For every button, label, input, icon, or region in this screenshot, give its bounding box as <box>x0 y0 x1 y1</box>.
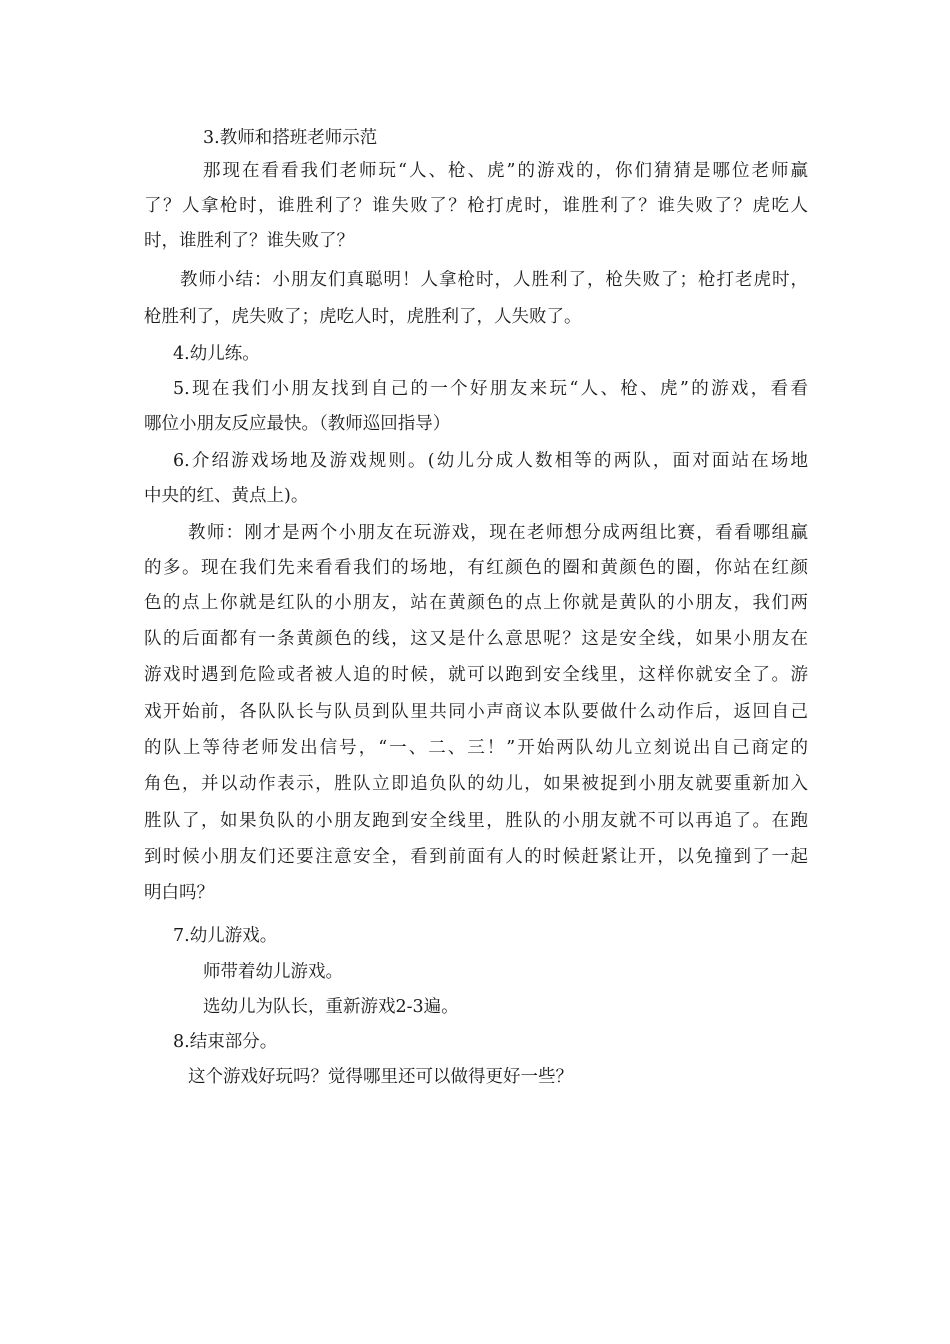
step-4-heading: 4.幼儿练。 <box>173 344 260 364</box>
paragraph-line: 选幼儿为队长，重新游戏2-3遍。 <box>203 997 459 1017</box>
paragraph-line: 队的后面都有一条黄颜色的线，这又是什么意思呢？这是安全线，如果小朋友在 <box>144 629 808 649</box>
step-7-heading: 7.幼儿游戏。 <box>173 926 278 946</box>
paragraph-line: 5.现在我们小朋友找到自己的一个好朋友来玩“人、枪、虎”的游戏，看看 <box>173 379 808 399</box>
paragraph-line: 枪胜利了，虎失败了；虎吃人时，虎胜利了，人失败了。 <box>144 307 582 327</box>
paragraph-line: 游戏时遇到危险或者被人追的时候，就可以跑到安全线里，这样你就安全了。游 <box>144 665 808 685</box>
paragraph-line: 哪位小朋友反应最快。（教师巡回指导） <box>144 414 451 434</box>
paragraph-line: 的队上等待老师发出信号，“一、二、三！”开始两队幼儿立刻说出自己商定的 <box>144 738 808 758</box>
step-8-heading: 8.结束部分。 <box>173 1032 278 1052</box>
paragraph-line: 这个游戏好玩吗？觉得哪里还可以做得更好一些？ <box>188 1067 573 1087</box>
paragraph-line: 时，谁胜利了？谁失败了？ <box>144 231 354 251</box>
paragraph-line: 中央的红、黄点上)。 <box>144 486 309 506</box>
paragraph-line: 色的点上你就是红队的小朋友，站在黄颜色的点上你就是黄队的小朋友，我们两 <box>144 593 808 613</box>
paragraph-line: 戏开始前，各队队长与队员到队里共同小声商议本队要做什么动作后，返回自己 <box>144 702 808 722</box>
paragraph-line: 6.介绍游戏场地及游戏规则。(幼儿分成人数相等的两队，面对面站在场地 <box>173 451 808 471</box>
paragraph-line: 到时候小朋友们还要注意安全，看到前面有人的时候赶紧让开，以免撞到了一起 <box>144 847 808 867</box>
paragraph-line: 了？人拿枪时，谁胜利了？谁失败了？枪打虎时，谁胜利了？谁失败了？虎吃人 <box>144 196 808 216</box>
step-3-heading: 3.教师和搭班老师示范 <box>203 128 378 148</box>
paragraph-line: 那现在看看我们老师玩“人、枪、虎”的游戏的，你们猜猜是哪位老师赢 <box>203 161 808 181</box>
paragraph-line: 角色，并以动作表示，胜队立即追负队的幼儿，如果被捉到小朋友就要重新加入 <box>144 774 808 794</box>
paragraph-line: 明白吗？ <box>144 883 214 903</box>
paragraph-line: 师带着幼儿游戏。 <box>203 962 343 982</box>
paragraph-line: 的多。现在我们先来看看我们的场地，有红颜色的圈和黄颜色的圈，你站在红颜 <box>144 558 808 578</box>
paragraph-line: 教师：刚才是两个小朋友在玩游戏，现在老师想分成两组比赛，看看哪组赢 <box>188 523 808 543</box>
paragraph-line: 胜队了，如果负队的小朋友跑到安全线里，胜队的小朋友就不可以再追了。在跑 <box>144 811 808 831</box>
paragraph-line: 教师小结：小朋友们真聪明！人拿枪时，人胜利了，枪失败了；枪打老虎时， <box>180 270 808 290</box>
